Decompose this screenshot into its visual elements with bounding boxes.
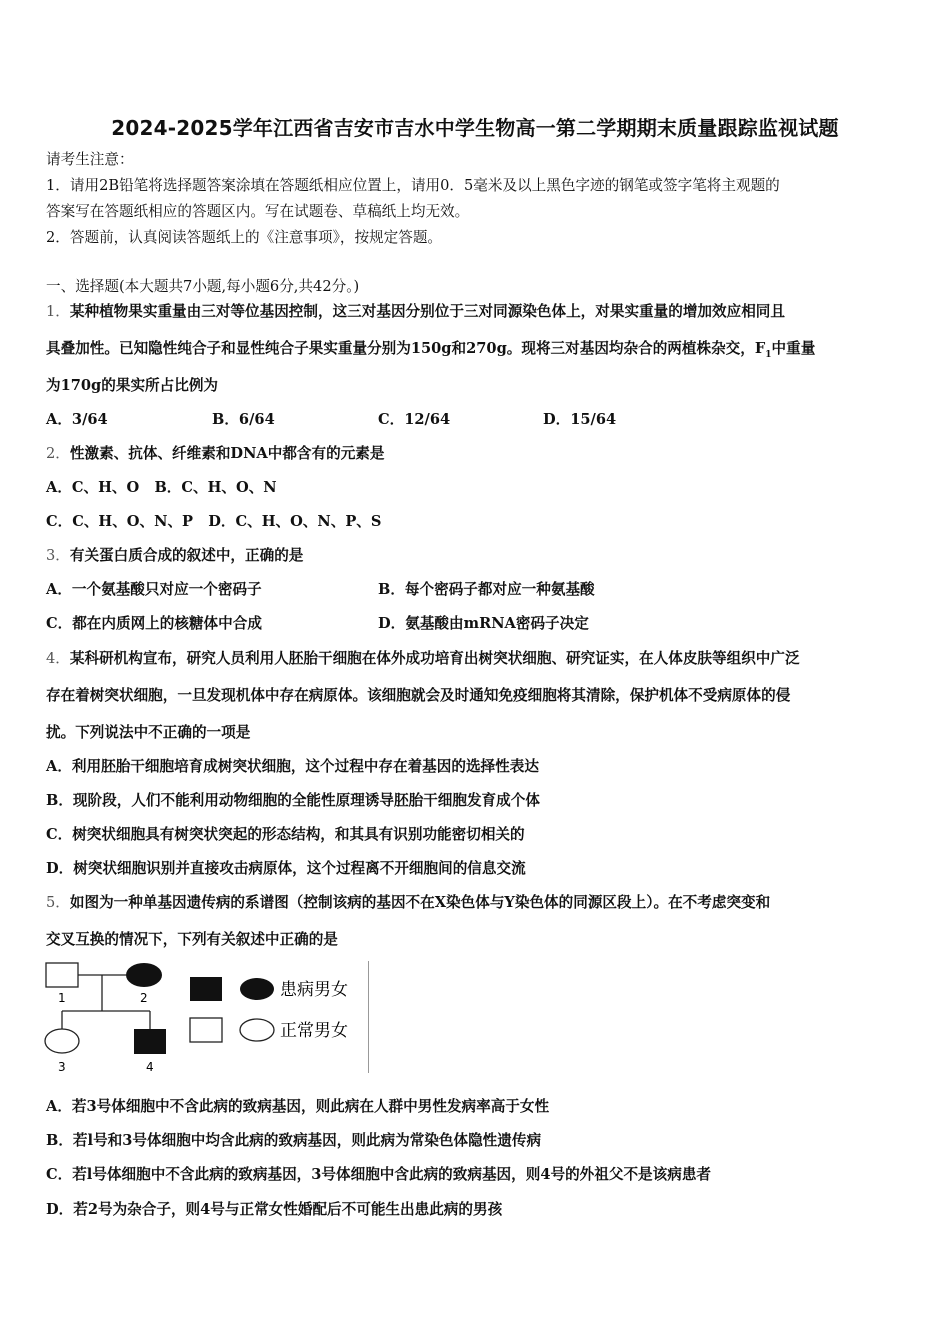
- question-number: 3．: [46, 547, 70, 564]
- pedigree-individual-1-normal-male: [46, 963, 78, 987]
- question-3-stem: [46, 546, 303, 566]
- question-4-line-3: 扰。下列说法中不正确的一项是: [46, 724, 251, 741]
- notice-heading: 请考生注意：: [46, 151, 134, 168]
- question-1-option-c: C．12/64: [378, 411, 451, 428]
- question-5-line-1: [46, 893, 770, 913]
- question-1-option-a: A．3/64: [46, 411, 108, 428]
- question-number: 4．: [46, 650, 70, 667]
- question-1-line-2: [46, 339, 815, 365]
- question-2-options-cd: C．C、H、O、N、P D．C、H、O、N、P、S: [46, 513, 382, 530]
- legend-normal-female-symbol: [240, 1019, 274, 1041]
- question-2-stem: [46, 444, 385, 464]
- question-4-line-1: [46, 649, 800, 669]
- question-3-option-b: B．每个密码子都对应一种氨基酸: [378, 581, 595, 598]
- notice-item-1-line-2: 答案写在答题纸相应的答题区内。写在试题卷、草稿纸上均无效。: [46, 203, 470, 220]
- page-title: 2024-2025学年江西省吉安市吉水中学生物高一第二学期期末质量跟踪监视试题: [111, 116, 839, 140]
- figure-border: [368, 961, 369, 1073]
- section-heading: 一、选择题(本大题共7小题,每小题6分,共42分。): [46, 278, 360, 295]
- question-text: 如图为一种单基因遗传病的系谱图（控制该病的基因不在X染色体与Y染色体的同源区段上）。在不考虑突变和: [69, 894, 771, 911]
- legend-affected-male-symbol: [190, 977, 222, 1001]
- question-5-line-2: 交叉互换的情况下，下列有关叙述中正确的是: [46, 931, 338, 948]
- question-3-option-c: C．都在内质网上的核糖体中合成: [46, 615, 262, 632]
- legend-normal-male-symbol: [190, 1018, 222, 1042]
- pedigree-individual-2-affected-female: [126, 963, 162, 987]
- question-text: 有关蛋白质合成的叙述中，正确的是: [69, 547, 304, 564]
- pedigree-label-2: 2: [140, 991, 148, 1005]
- pedigree-individual-4-affected-male: [134, 1029, 166, 1054]
- question-text: 性激素、抗体、纤维素和DNA中都含有的元素是: [69, 445, 385, 462]
- subscript: 1: [765, 349, 772, 360]
- question-1-option-d: D．15/64: [543, 411, 617, 428]
- question-5-option-c: C．若l号体细胞中不含此病的致病基因，3号体细胞中含此病的致病基因，则4号的外祖父不是该病患者: [46, 1166, 712, 1183]
- question-4-option-b: B．现阶段，人们不能利用动物细胞的全能性原理诱导胚胎干细胞发育成个体: [46, 792, 540, 809]
- pedigree-chart: [44, 961, 374, 1076]
- question-5-option-d: D．若2号为杂合子，则4号与正常女性婚配后不可能生出患此病的男孩: [46, 1201, 503, 1218]
- legend-affected-female-symbol: [240, 978, 274, 1000]
- question-1-line-1: [46, 302, 785, 322]
- question-3-option-a: A．一个氨基酸只对应一个密码子: [46, 581, 262, 598]
- question-4-option-d: D．树突状细胞识别并直接攻击病原体，这个过程离不开细胞间的信息交流: [46, 860, 526, 877]
- pedigree-label-3: 3: [58, 1060, 66, 1074]
- question-2-options-ab: A．C、H、O B．C、H、O、N: [46, 479, 277, 496]
- question-text: 中重量: [771, 340, 816, 357]
- pedigree-label-1: 1: [58, 991, 66, 1005]
- question-4-option-c: C．树突状细胞具有树突状突起的形态结构，和其具有识别功能密切相关的: [46, 826, 525, 843]
- question-4-line-2: 存在着树突状细胞，一旦发现机体中存在病原体。该细胞就会及时通知免疫细胞将其清除，保护机体不受病原体的侵: [46, 687, 791, 704]
- question-4-option-a: A．利用胚胎干细胞培育成树突状细胞，这个过程中存在着基因的选择性表达: [46, 758, 539, 775]
- question-text: 某科研机构宣布，研究人员利用人胚胎干细胞在体外成功培育出树突状细胞、研究证实，在人体皮肤等组织中广泛: [69, 650, 800, 667]
- notice-item-2: 2．答题前，认真阅读答题纸上的《注意事项》，按规定答题。: [46, 229, 443, 246]
- question-5-option-a: A．若3号体细胞中不含此病的致病基因，则此病在人群中男性发病率高于女性: [46, 1098, 550, 1115]
- question-text: 具叠加性。已知隐性纯合子和显性纯合子果实重量分别为150g和270g。现将三对基因均杂合的两植株杂交，F: [46, 340, 766, 357]
- question-1-line-3: 为170g的果实所占比例为: [46, 377, 219, 394]
- question-1-option-b: B．6/64: [212, 411, 275, 428]
- question-3-option-d: D．氨基酸由mRNA密码子决定: [378, 615, 589, 632]
- legend-affected-label: 患病男女: [280, 980, 348, 1000]
- question-number: 5．: [46, 894, 70, 911]
- question-5-option-b: B．若l号和3号体细胞中均含此病的致病基因，则此病为常染色体隐性遗传病: [46, 1132, 542, 1149]
- pedigree-individual-3-normal-female: [45, 1029, 79, 1053]
- pedigree-label-4: 4: [146, 1060, 154, 1074]
- notice-item-1-line-1: 1．请用2B铅笔将选择题答案涂填在答题纸相应位置上，请用0．5毫米及以上黑色字迹的钢笔或签字笔将主观题的: [46, 177, 780, 194]
- question-number: 2．: [46, 445, 70, 462]
- question-number: 1．: [46, 303, 70, 320]
- legend-normal-label: 正常男女: [280, 1021, 348, 1041]
- question-text: 某种植物果实重量由三对等位基因控制，这三对基因分别位于三对同源染色体上，对果实重量的增加效应相同且: [69, 303, 785, 320]
